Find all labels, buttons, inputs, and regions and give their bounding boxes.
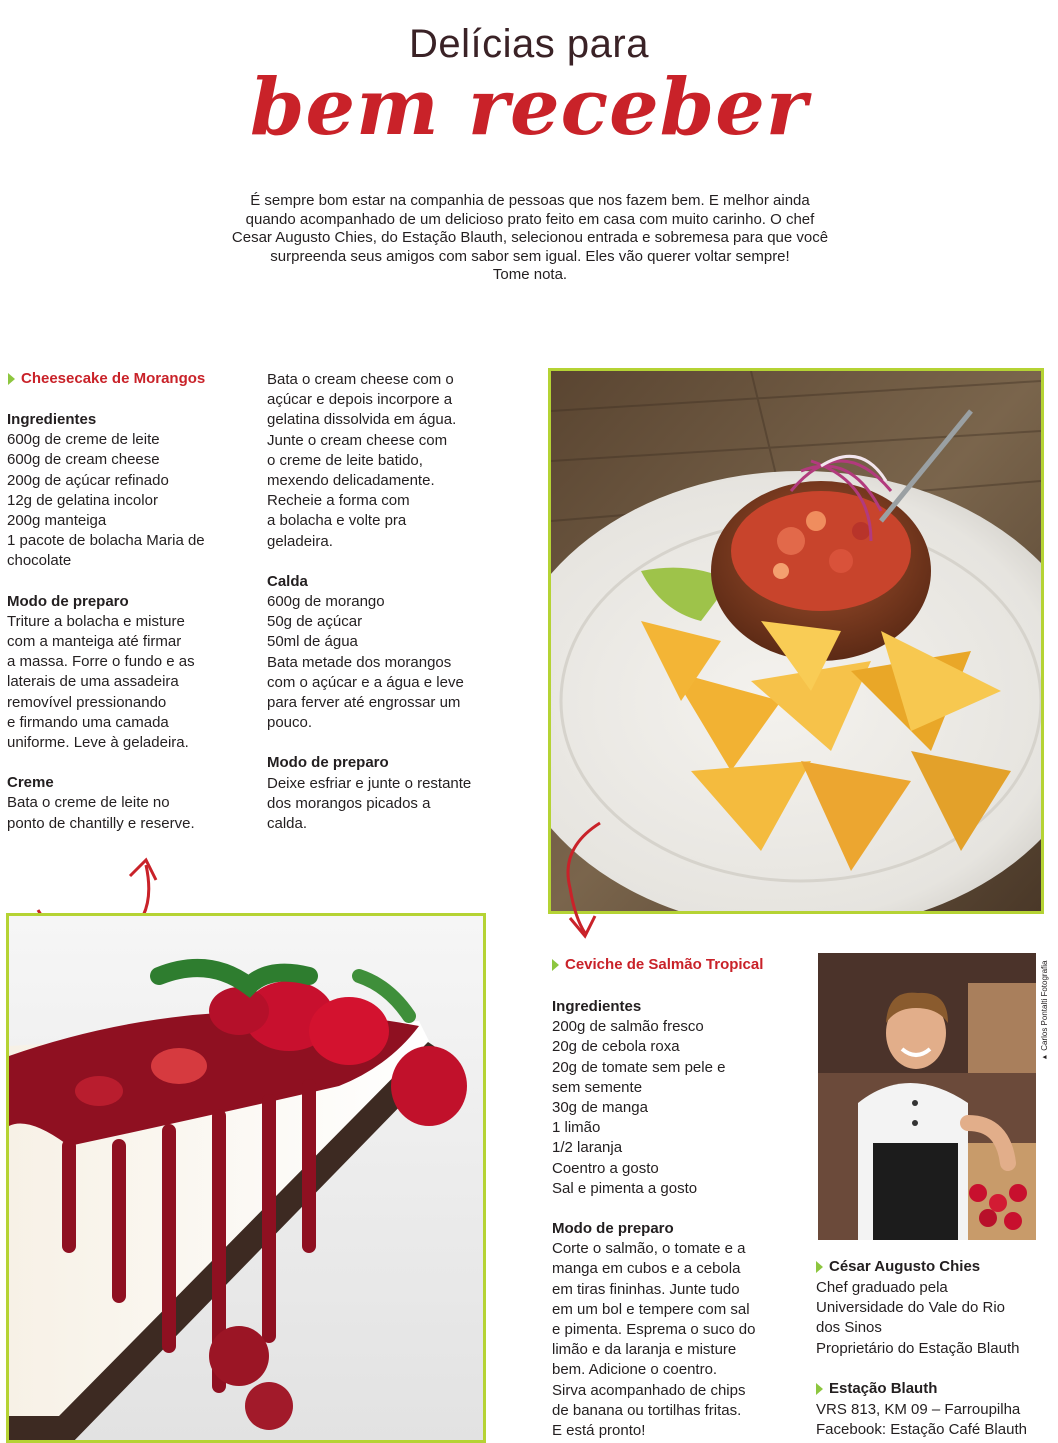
intro-line: Tome nota.	[492, 266, 568, 283]
sauce-line: para ferver até engrossar um	[267, 694, 461, 712]
ceviche-title-text: Ceviche de Salmão Tropical	[565, 956, 764, 973]
method-line: e firmando uma camada	[7, 713, 169, 731]
method-line: laterais de uma assadeira	[7, 673, 179, 691]
chef-name-text: César Augusto Chies	[829, 1258, 981, 1275]
method-heading: Modo de preparo	[7, 592, 129, 610]
ingredient-item: 20g de cebola roxa	[552, 1038, 680, 1056]
ingredient-item: 1 pacote de bolacha Maria de	[7, 532, 205, 550]
chef-name	[816, 1258, 980, 1275]
cheesecake-title	[8, 370, 205, 387]
ingredient-item: 600g de cream cheese	[7, 451, 160, 469]
method-line: uniforme. Leve à geladeira.	[7, 734, 189, 752]
place-name-text: Estação Blauth	[829, 1380, 938, 1397]
cream-line: ponto de chantilly e reserve.	[7, 814, 195, 832]
cream-line: Bata o creme de leite no	[7, 794, 170, 812]
cheesecake-column-2	[267, 370, 542, 834]
method-line: gelatina dissolvida em água.	[267, 411, 457, 429]
ingredient-item: 200g manteiga	[7, 512, 107, 530]
sauce-line: com o açúcar e a água e leve	[267, 673, 464, 691]
method-line: e pimenta. Esprema o suco do	[552, 1321, 756, 1339]
place-info-line: Facebook: Estação Café Blauth	[816, 1421, 1027, 1439]
sauce-method-line: Deixe esfriar e junte o restante	[267, 774, 472, 792]
cheesecake-column-1	[7, 410, 257, 834]
method-line: Recheie a forma com	[267, 492, 410, 510]
method-line: E está pronto!	[552, 1422, 646, 1440]
sauce-method-line: dos morangos picados a	[267, 794, 431, 812]
cream-heading: Creme	[7, 774, 54, 792]
ingredient-item: 200g de salmão fresco	[552, 1018, 704, 1036]
ingredients-heading: Ingredientes	[552, 998, 642, 1015]
ingredient-item: 30g de manga	[552, 1099, 648, 1117]
ingredient-item: 1 limão	[552, 1119, 601, 1137]
chef-bio-line: Chef graduado pela	[816, 1279, 948, 1296]
curved-arrow-icon	[560, 818, 620, 943]
method-line: manga em cubos e a cebola	[552, 1260, 741, 1278]
bullet-triangle-icon	[8, 373, 15, 385]
sauce-heading: Calda	[267, 572, 308, 590]
method-line: de banana ou tortilhas fritas.	[552, 1401, 742, 1419]
page-title: Delícias para	[409, 22, 649, 66]
method-line: com a manteiga até firmar	[7, 633, 182, 651]
method-line: mexendo delicadamente.	[267, 472, 435, 490]
method-line: Bata o cream cheese com o	[267, 371, 454, 388]
ingredient-item: 20g de tomate sem pele e	[552, 1058, 726, 1076]
place-info	[816, 1400, 1056, 1440]
method-line: Junte o cream cheese com	[267, 431, 448, 449]
cheesecake-photo	[6, 913, 486, 1443]
method-line: removível pressionando	[7, 693, 167, 711]
ingredient-item: chocolate	[7, 552, 72, 570]
ingredient-item: Coentro a gosto	[552, 1159, 659, 1177]
ceviche-title	[552, 956, 763, 973]
ceviche-photo	[548, 368, 1044, 914]
bullet-triangle-icon	[816, 1383, 823, 1395]
method-line: em tiras fininhas. Junte tudo	[552, 1280, 740, 1298]
intro-paragraph	[180, 192, 880, 285]
ingredient-item: Sal e pimenta a gosto	[552, 1179, 698, 1197]
ingredient-item: 12g de gelatina incolor	[7, 491, 158, 509]
sauce-line: 50g de açúcar	[267, 613, 363, 631]
ceviche-column	[552, 997, 807, 1441]
method-line: açúcar e depois incorpore a	[267, 391, 453, 409]
ingredient-item: 600g de creme de leite	[7, 431, 160, 449]
method-line: em um bol e tempere com sal	[552, 1300, 750, 1318]
bullet-triangle-icon	[552, 959, 559, 971]
cheesecake-title-text: Cheesecake de Morangos	[21, 370, 206, 387]
sauce-line: 600g de morango	[267, 593, 385, 611]
method-line: a bolacha e volte pra	[267, 512, 407, 530]
ingredient-item: 200g de açúcar refinado	[7, 471, 169, 489]
chef-bio-line: dos Sinos	[816, 1319, 882, 1337]
page-title-script: bem receber	[250, 62, 808, 153]
sauce-method-line: calda.	[267, 815, 308, 833]
sauce-line: Bata metade dos morangos	[267, 653, 452, 671]
bullet-triangle-icon	[816, 1261, 823, 1273]
method-line: Corte o salmão, o tomate e a	[552, 1240, 746, 1258]
chef-bio-line: Universidade do Vale do Rio	[816, 1299, 1006, 1317]
sauce-line: pouco.	[267, 714, 313, 732]
intro-line: É sempre bom estar na companhia de pessoas que nos fazem bem. E melhor ainda	[250, 192, 810, 209]
ingredient-item: sem semente	[552, 1078, 643, 1096]
ingredients-heading: Ingredientes	[7, 411, 97, 428]
chef-image	[818, 953, 1036, 1240]
method-line: Sirva acompanhado de chips	[552, 1381, 746, 1399]
place-name	[816, 1380, 937, 1397]
sauce-method-heading: Modo de preparo	[267, 754, 389, 772]
cheesecake-image	[9, 916, 483, 1443]
ingredient-item: 1/2 laranja	[552, 1139, 623, 1157]
method-line: geladeira.	[267, 532, 333, 550]
place-info-line: VRS 813, KM 09 – Farroupilha	[816, 1401, 1021, 1418]
ceviche-image	[551, 371, 1041, 911]
intro-line: Cesar Augusto Chies, do Estação Blauth, selecionou entrada e sobremesa para que você	[231, 229, 829, 246]
intro-line: quando acompanhado de um delicioso prato feito em casa com muito carinho. O chef	[245, 210, 815, 228]
method-heading: Modo de preparo	[552, 1220, 674, 1238]
chef-photo	[818, 953, 1036, 1240]
method-line: a massa. Forre o fundo e as	[7, 653, 195, 671]
method-line: o creme de leite batido,	[267, 451, 423, 469]
intro-line: surpreenda seus amigos com sabor sem igual. Eles vão querer voltar sempre!	[270, 247, 790, 265]
method-line: Triture a bolacha e misture	[7, 612, 185, 630]
sauce-line: 50ml de água	[267, 633, 358, 651]
method-line: limão e da laranja e misture	[552, 1341, 737, 1359]
photo-credit: ▸ Carlos Pontalti Fotografia	[1040, 960, 1049, 1062]
chef-bio-line: Proprietário do Estação Blauth	[816, 1339, 1020, 1357]
chef-bio	[816, 1278, 1056, 1359]
method-line: bem. Adicione o coentro.	[552, 1361, 718, 1379]
